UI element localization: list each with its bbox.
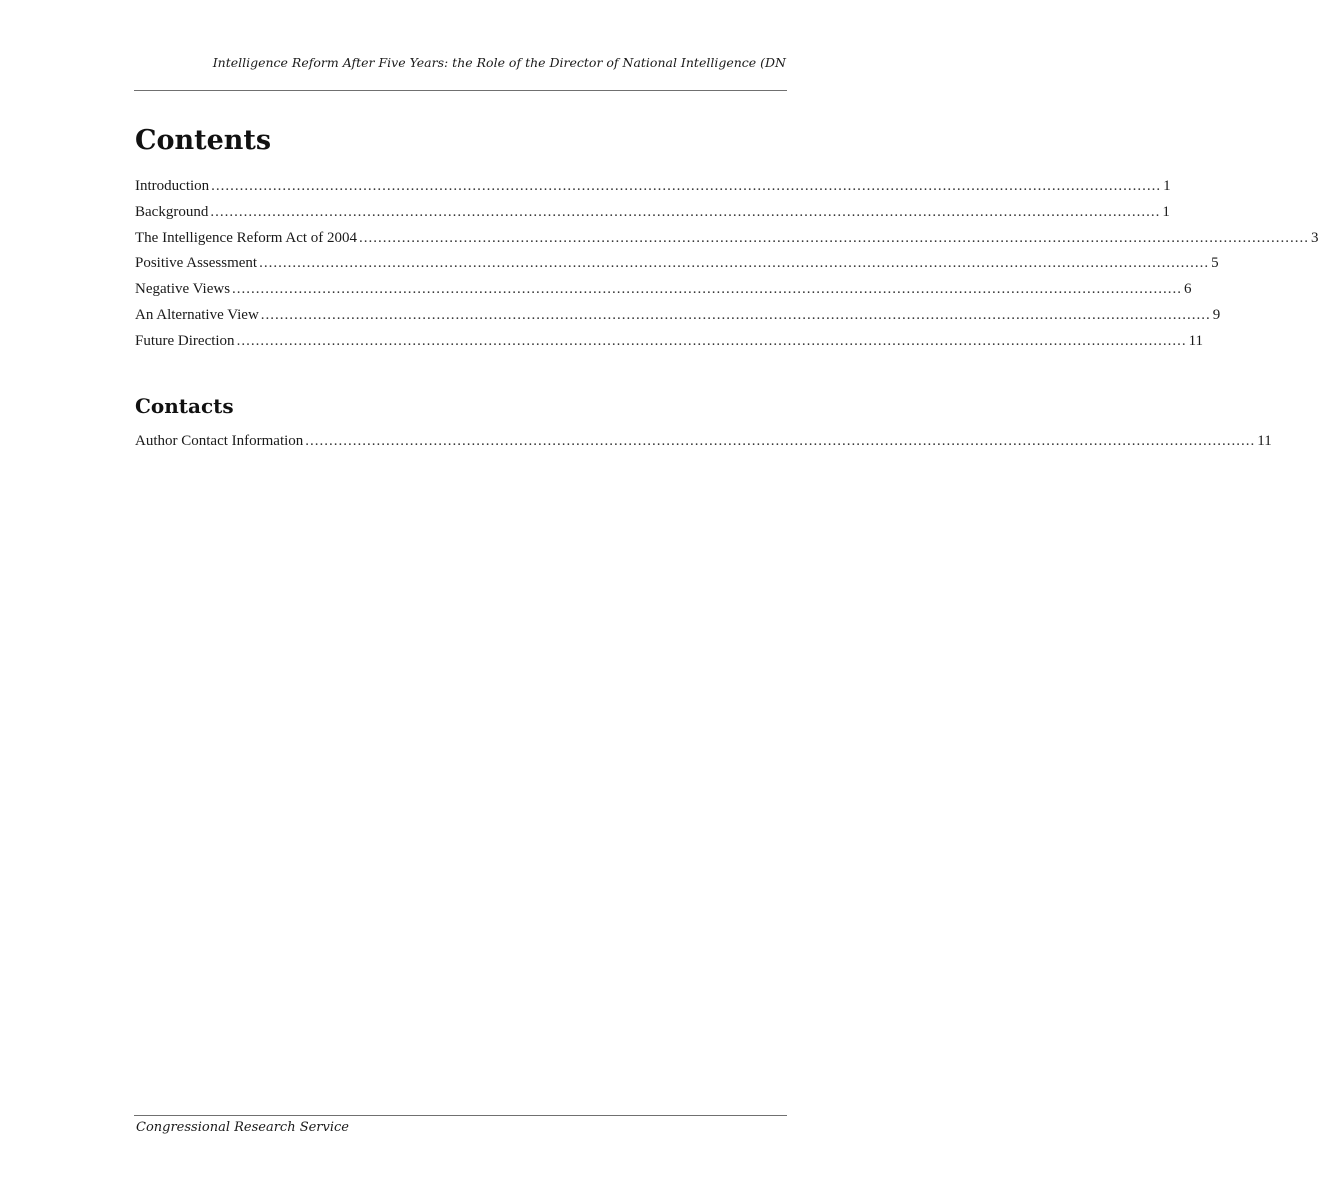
dot-leader: ........................................................................................................................................................................................................ — [259, 255, 1210, 272]
toc-entry-alternative-view[interactable] — [135, 305, 1221, 331]
contacts-heading: Contacts — [135, 394, 234, 418]
toc-entry-label: The Intelligence Reform Act of 2004 — [135, 229, 358, 246]
contents-list — [135, 176, 1319, 357]
dot-leader: ........................................................................................................................................................................................................ — [210, 203, 1161, 220]
toc-entry-label: Future Direction — [135, 332, 235, 349]
dot-leader: ........................................................................................................................................................................................................ — [359, 229, 1310, 246]
toc-entry-page: 1 — [1162, 203, 1170, 220]
toc-entry-label: An Alternative View — [135, 306, 259, 323]
toc-entry-page: 1 — [1163, 178, 1171, 194]
toc-entry-intelligence-reform-act[interactable] — [135, 228, 1319, 254]
toc-entry-negative-views[interactable] — [135, 279, 1192, 305]
toc-entry-label: Background — [135, 203, 209, 220]
dot-leader: ........................................................................................................................................................................................................ — [236, 332, 1187, 349]
toc-entry-author-contact[interactable] — [135, 431, 1272, 457]
toc-entry-page: 11 — [1188, 332, 1204, 349]
toc-entry-label: Author Contact Information — [135, 433, 304, 449]
running-header: Intelligence Reform After Five Years: the Role of the Director of National Intelligence (DN — [212, 55, 786, 70]
dot-leader: ........................................................................................................................................................................................................ — [260, 306, 1211, 323]
toc-entry-background[interactable] — [135, 202, 1170, 228]
footer-divider — [134, 1115, 787, 1116]
dot-leader: ........................................................................................................................................................................................................ — [305, 433, 1256, 449]
toc-entry-label: Negative Views — [135, 281, 231, 298]
toc-entry-label: Positive Assessment — [135, 255, 258, 272]
toc-entry-page: 5 — [1211, 255, 1219, 272]
toc-entry-positive-assessment[interactable] — [135, 253, 1219, 279]
toc-entry-page: 6 — [1184, 281, 1192, 298]
toc-entry-future-direction[interactable] — [135, 331, 1204, 357]
dot-leader: ........................................................................................................................................................................................................ — [232, 281, 1183, 298]
toc-entry-page: 9 — [1212, 306, 1221, 323]
toc-entry-page: 11 — [1257, 433, 1272, 449]
toc-entry-introduction[interactable] — [135, 176, 1171, 202]
contacts-list — [135, 431, 1272, 457]
contents-heading: Contents — [135, 125, 272, 156]
dot-leader: ........................................................................................................................................................................................................ — [211, 178, 1162, 194]
toc-entry-page: 3 — [1311, 229, 1319, 246]
footer-organization: Congressional Research Service — [136, 1120, 350, 1135]
toc-entry-label: Introduction — [135, 178, 210, 194]
header-divider — [134, 90, 787, 91]
